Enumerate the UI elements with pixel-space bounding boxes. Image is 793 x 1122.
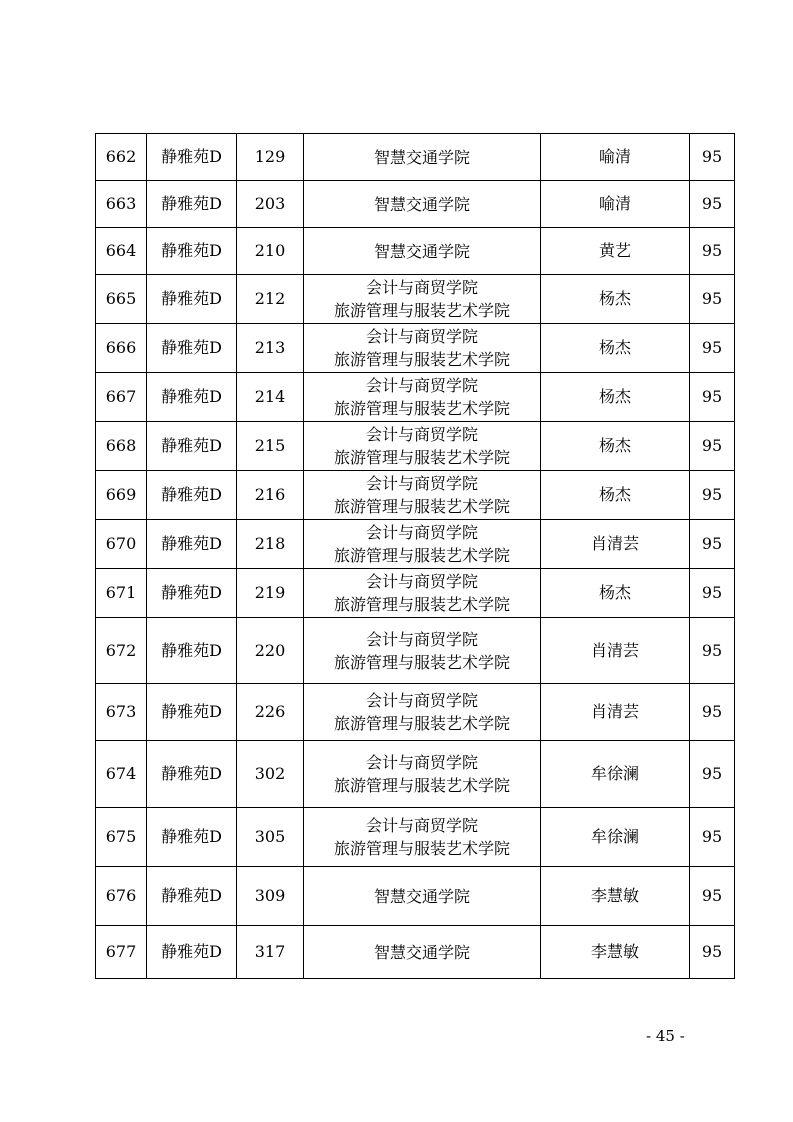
building-cell: 静雅苑D	[147, 471, 237, 520]
row-number-cell: 668	[96, 422, 147, 471]
manager-cell: 杨杰	[541, 275, 690, 324]
building-cell: 静雅苑D	[147, 373, 237, 422]
college-line: 智慧交通学院	[373, 942, 470, 962]
college-cell	[304, 569, 541, 618]
college-line: 旅游管理与服装艺术学院	[333, 839, 510, 858]
score-cell: 95	[690, 867, 735, 926]
table-body	[96, 134, 735, 979]
room-cell: 218	[237, 520, 304, 569]
college-cell	[304, 926, 541, 979]
room-cell: 210	[237, 228, 304, 275]
score-cell: 95	[690, 373, 735, 422]
college-line: 会计与商贸学院	[365, 474, 478, 493]
table-row	[96, 741, 735, 808]
room-cell: 317	[237, 926, 304, 979]
college-line: 智慧交通学院	[373, 241, 470, 261]
building-cell: 静雅苑D	[147, 422, 237, 471]
building-cell: 静雅苑D	[147, 569, 237, 618]
building-cell: 静雅苑D	[147, 228, 237, 275]
college-line: 旅游管理与服装艺术学院	[333, 301, 510, 320]
manager-cell: 杨杰	[541, 569, 690, 618]
room-cell: 215	[237, 422, 304, 471]
score-cell: 95	[690, 569, 735, 618]
table-row	[96, 684, 735, 741]
college-line: 会计与商贸学院	[365, 629, 478, 649]
row-number-cell: 665	[96, 275, 147, 324]
college-line: 会计与商贸学院	[365, 327, 478, 346]
manager-cell: 牟徐澜	[541, 741, 690, 808]
page-number: - 45 -	[646, 1027, 685, 1045]
college-line: 会计与商贸学院	[365, 523, 478, 542]
college-cell	[304, 520, 541, 569]
college-line: 智慧交通学院	[373, 194, 470, 214]
manager-cell: 喻清	[541, 181, 690, 228]
room-cell: 220	[237, 618, 304, 684]
table-row	[96, 324, 735, 373]
manager-cell: 李慧敏	[541, 867, 690, 926]
score-cell: 95	[690, 741, 735, 808]
row-number-cell: 666	[96, 324, 147, 373]
table-row	[96, 926, 735, 979]
table-row	[96, 471, 735, 520]
building-cell: 静雅苑D	[147, 741, 237, 808]
building-cell: 静雅苑D	[147, 808, 237, 867]
row-number-cell: 676	[96, 867, 147, 926]
building-cell: 静雅苑D	[147, 867, 237, 926]
table-row	[96, 181, 735, 228]
score-cell: 95	[690, 471, 735, 520]
manager-cell: 杨杰	[541, 471, 690, 520]
college-cell	[304, 275, 541, 324]
college-line: 会计与商贸学院	[365, 376, 478, 395]
score-cell: 95	[690, 618, 735, 684]
building-cell: 静雅苑D	[147, 275, 237, 324]
college-line: 旅游管理与服装艺术学院	[333, 497, 510, 516]
table-row	[96, 808, 735, 867]
college-line: 旅游管理与服装艺术学院	[333, 595, 510, 614]
college-cell	[304, 324, 541, 373]
room-cell: 219	[237, 569, 304, 618]
college-cell	[304, 471, 541, 520]
college-line: 旅游管理与服装艺术学院	[333, 714, 510, 733]
college-line: 会计与商贸学院	[365, 425, 478, 444]
room-cell: 213	[237, 324, 304, 373]
college-cell	[304, 684, 541, 741]
score-cell: 95	[690, 684, 735, 741]
manager-cell: 杨杰	[541, 422, 690, 471]
table-row	[96, 520, 735, 569]
college-cell	[304, 867, 541, 926]
college-cell	[304, 134, 541, 181]
college-line: 会计与商贸学院	[365, 816, 478, 835]
college-line: 会计与商贸学院	[365, 572, 478, 591]
score-cell: 95	[690, 422, 735, 471]
table-row	[96, 134, 735, 181]
room-cell: 203	[237, 181, 304, 228]
manager-cell: 李慧敏	[541, 926, 690, 979]
row-number-cell: 664	[96, 228, 147, 275]
college-line: 智慧交通学院	[373, 886, 470, 906]
college-line: 旅游管理与服装艺术学院	[333, 350, 510, 369]
dormitory-score-table	[95, 133, 735, 979]
row-number-cell: 672	[96, 618, 147, 684]
building-cell: 静雅苑D	[147, 618, 237, 684]
table-row	[96, 228, 735, 275]
score-cell: 95	[690, 926, 735, 979]
table-row	[96, 618, 735, 684]
table-row	[96, 373, 735, 422]
score-cell: 95	[690, 520, 735, 569]
row-number-cell: 669	[96, 471, 147, 520]
row-number-cell: 674	[96, 741, 147, 808]
college-line: 会计与商贸学院	[365, 691, 478, 710]
college-cell	[304, 373, 541, 422]
table-row	[96, 422, 735, 471]
manager-cell: 杨杰	[541, 373, 690, 422]
college-line: 旅游管理与服装艺术学院	[333, 448, 510, 467]
college-cell	[304, 808, 541, 867]
manager-cell: 肖清芸	[541, 618, 690, 684]
college-cell	[304, 618, 541, 684]
manager-cell: 黄艺	[541, 228, 690, 275]
score-cell: 95	[690, 808, 735, 867]
manager-cell: 牟徐澜	[541, 808, 690, 867]
table-row	[96, 569, 735, 618]
row-number-cell: 671	[96, 569, 147, 618]
table-row	[96, 867, 735, 926]
score-cell: 95	[690, 181, 735, 228]
manager-cell: 杨杰	[541, 324, 690, 373]
college-line: 智慧交通学院	[373, 147, 470, 167]
row-number-cell: 663	[96, 181, 147, 228]
score-cell: 95	[690, 134, 735, 181]
building-cell: 静雅苑D	[147, 520, 237, 569]
room-cell: 129	[237, 134, 304, 181]
college-line: 会计与商贸学院	[365, 278, 478, 297]
college-line: 会计与商贸学院	[365, 753, 478, 772]
college-line: 旅游管理与服装艺术学院	[333, 776, 510, 795]
manager-cell: 喻清	[541, 134, 690, 181]
score-cell: 95	[690, 324, 735, 373]
college-line: 旅游管理与服装艺术学院	[333, 399, 510, 418]
room-cell: 309	[237, 867, 304, 926]
row-number-cell: 677	[96, 926, 147, 979]
row-number-cell: 670	[96, 520, 147, 569]
building-cell: 静雅苑D	[147, 684, 237, 741]
building-cell: 静雅苑D	[147, 926, 237, 979]
table-row	[96, 275, 735, 324]
room-cell: 305	[237, 808, 304, 867]
score-cell: 95	[690, 228, 735, 275]
room-cell: 212	[237, 275, 304, 324]
building-cell: 静雅苑D	[147, 134, 237, 181]
room-cell: 216	[237, 471, 304, 520]
manager-cell: 肖清芸	[541, 684, 690, 741]
college-cell	[304, 181, 541, 228]
college-cell	[304, 741, 541, 808]
row-number-cell: 667	[96, 373, 147, 422]
room-cell: 302	[237, 741, 304, 808]
college-line: 旅游管理与服装艺术学院	[333, 652, 510, 672]
score-cell: 95	[690, 275, 735, 324]
college-cell	[304, 228, 541, 275]
row-number-cell: 662	[96, 134, 147, 181]
room-cell: 214	[237, 373, 304, 422]
college-line: 旅游管理与服装艺术学院	[333, 546, 510, 565]
row-number-cell: 675	[96, 808, 147, 867]
college-cell	[304, 422, 541, 471]
manager-cell: 肖清芸	[541, 520, 690, 569]
row-number-cell: 673	[96, 684, 147, 741]
building-cell: 静雅苑D	[147, 324, 237, 373]
room-cell: 226	[237, 684, 304, 741]
building-cell: 静雅苑D	[147, 181, 237, 228]
